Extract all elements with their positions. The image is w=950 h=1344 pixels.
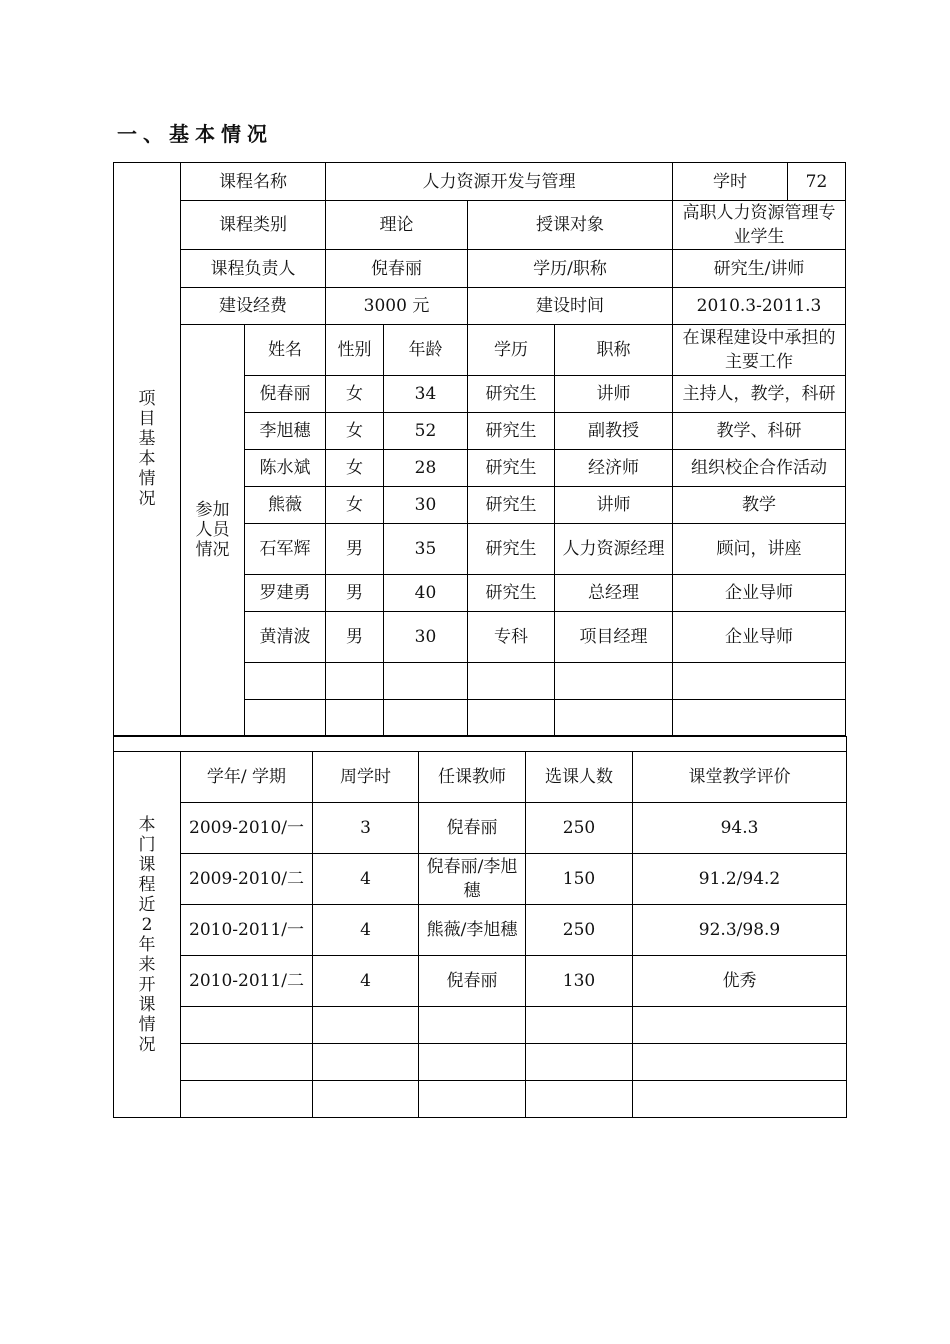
member-age: 28 [384, 450, 468, 487]
member-age: 40 [384, 575, 468, 612]
member-name: 黄清波 [245, 612, 326, 663]
leader-value: 倪春丽 [326, 250, 468, 288]
fund-label: 建设经费 [181, 288, 326, 325]
member-name: 罗建勇 [245, 575, 326, 612]
member-gender: 女 [326, 413, 384, 450]
course-teacher: 熊薇/李旭穗 [419, 905, 526, 956]
member-header-title: 职称 [555, 325, 673, 376]
table-row-empty [114, 1081, 847, 1118]
member-name: 石军辉 [245, 524, 326, 575]
hours-label: 学时 [673, 163, 788, 201]
course-eval: 优秀 [633, 956, 847, 1007]
member-age: 34 [384, 376, 468, 413]
member-header-name: 姓名 [245, 325, 326, 376]
member-title: 讲师 [555, 376, 673, 413]
member-age: 30 [384, 612, 468, 663]
course-type-label: 课程类别 [181, 201, 326, 250]
member-work: 组织校企合作活动 [673, 450, 846, 487]
period-label: 建设时间 [468, 288, 673, 325]
course-type-value: 理论 [326, 201, 468, 250]
course-weekly: 4 [313, 854, 419, 905]
member-age: 52 [384, 413, 468, 450]
edu-title-value: 研究生/讲师 [673, 250, 846, 288]
member-work: 教学 [673, 487, 846, 524]
member-age: 30 [384, 487, 468, 524]
member-work: 企业导师 [673, 612, 846, 663]
member-header-work: 在课程建设中承担的主要工作 [673, 325, 846, 376]
course-name-value: 人力资源开发与管理 [326, 163, 673, 201]
member-title: 总经理 [555, 575, 673, 612]
member-gender: 男 [326, 612, 384, 663]
member-work: 教学、科研 [673, 413, 846, 450]
course-header-teacher: 任课教师 [419, 752, 526, 803]
member-work: 顾问，讲座 [673, 524, 846, 575]
course-weekly: 4 [313, 905, 419, 956]
period-value: 2010.3-2011.3 [673, 288, 846, 325]
member-name: 熊薇 [245, 487, 326, 524]
member-edu: 研究生 [468, 376, 555, 413]
member-header-age: 年龄 [384, 325, 468, 376]
course-header-enrolled: 选课人数 [526, 752, 633, 803]
member-edu: 专科 [468, 612, 555, 663]
table-row [114, 854, 847, 905]
table-row-empty [114, 1007, 847, 1044]
target-label: 授课对象 [468, 201, 673, 250]
edu-title-label: 学历/职称 [468, 250, 673, 288]
course-term: 2009-2010/一 [181, 803, 313, 854]
leader-label: 课程负责人 [181, 250, 326, 288]
course-enrolled: 150 [526, 854, 633, 905]
member-work: 主持人，教学，科研 [673, 376, 846, 413]
member-gender: 女 [326, 450, 384, 487]
hours-value: 72 [788, 163, 846, 201]
member-title: 项目经理 [555, 612, 673, 663]
member-title: 经济师 [555, 450, 673, 487]
member-name: 倪春丽 [245, 376, 326, 413]
member-header-edu: 学历 [468, 325, 555, 376]
member-header-gender: 性别 [326, 325, 384, 376]
member-title: 讲师 [555, 487, 673, 524]
table-row [114, 956, 847, 1007]
participants-side-label: 参加人员情况 [181, 325, 245, 736]
section-heading: 一、基本情况 [117, 122, 273, 146]
course-weekly: 3 [313, 803, 419, 854]
member-age: 35 [384, 524, 468, 575]
member-title: 副教授 [555, 413, 673, 450]
course-eval: 91.2/94.2 [633, 854, 847, 905]
course-term: 2010-2011/二 [181, 956, 313, 1007]
member-gender: 男 [326, 575, 384, 612]
course-eval: 94.3 [633, 803, 847, 854]
target-value: 高职人力资源管理专业学生 [673, 201, 846, 250]
member-name: 李旭穗 [245, 413, 326, 450]
recent-courses-table [113, 736, 847, 1118]
member-edu: 研究生 [468, 413, 555, 450]
member-gender: 女 [326, 487, 384, 524]
fund-value: 3000 元 [326, 288, 468, 325]
course-name-label: 课程名称 [181, 163, 326, 201]
member-edu: 研究生 [468, 524, 555, 575]
member-gender: 女 [326, 376, 384, 413]
member-name: 陈水斌 [245, 450, 326, 487]
member-title: 人力资源经理 [555, 524, 673, 575]
course-header-eval: 课堂教学评价 [633, 752, 847, 803]
table-row [114, 803, 847, 854]
course-teacher: 倪春丽 [419, 956, 526, 1007]
course-teacher: 倪春丽 [419, 803, 526, 854]
member-edu: 研究生 [468, 487, 555, 524]
project-basic-info-side-label: 项目基本情况 [114, 163, 181, 736]
course-enrolled: 250 [526, 905, 633, 956]
member-edu: 研究生 [468, 575, 555, 612]
member-work: 企业导师 [673, 575, 846, 612]
course-header-term: 学年/ 学期 [181, 752, 313, 803]
course-term: 2009-2010/二 [181, 854, 313, 905]
table-row [114, 905, 847, 956]
member-gender: 男 [326, 524, 384, 575]
spacer-row [114, 737, 847, 752]
course-weekly: 4 [313, 956, 419, 1007]
course-teacher: 倪春丽/李旭穗 [419, 854, 526, 905]
course-term: 2010-2011/一 [181, 905, 313, 956]
course-header-weekly: 周学时 [313, 752, 419, 803]
member-edu: 研究生 [468, 450, 555, 487]
recent-courses-side-label: 本门课程近 2年来开课情况 [114, 752, 181, 1118]
project-basic-info-table [113, 162, 846, 736]
course-enrolled: 250 [526, 803, 633, 854]
course-eval: 92.3/98.9 [633, 905, 847, 956]
table-row-empty [114, 1044, 847, 1081]
course-enrolled: 130 [526, 956, 633, 1007]
